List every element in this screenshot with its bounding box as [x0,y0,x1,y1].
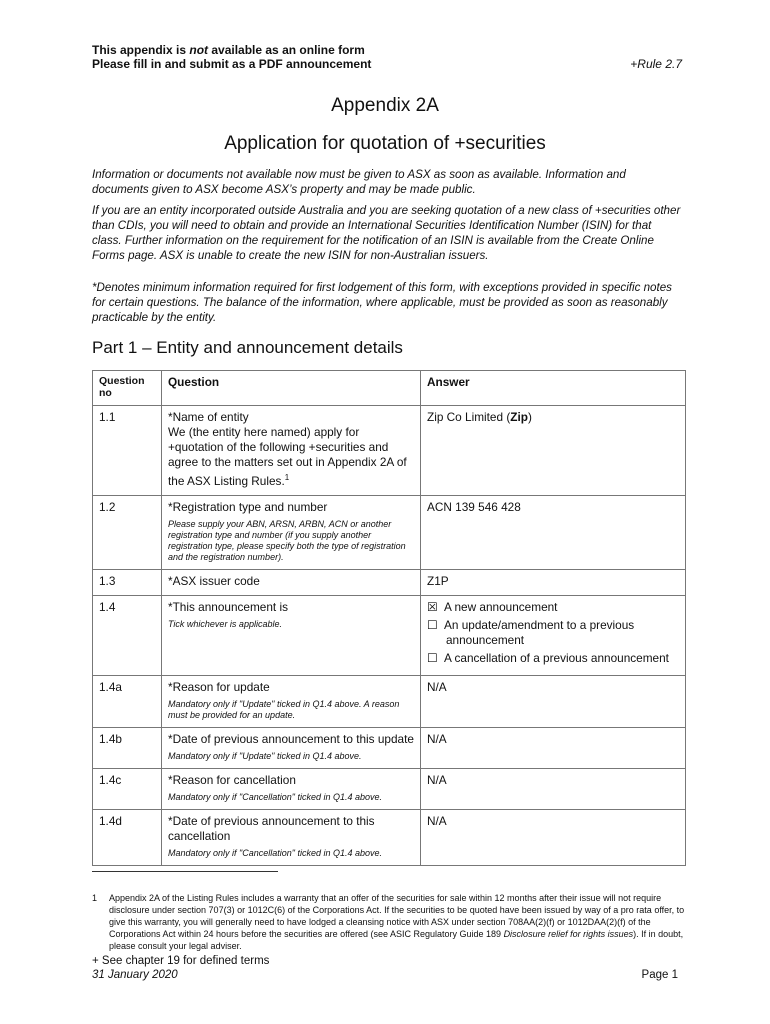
question-text: *Name of entity [168,410,249,424]
question-no: 1.4d [93,809,162,865]
footnote-text: Appendix 2A of the Listing Rules includes a warranty that an offer of the securities for sale within 12 months after their issue will not require disclosure under section 707(3) or 1012C(6) of the Corporations Act. If the securities to be quoted have been issued by way of a pro rata offer, to give this warranty, you will generally need to have lodged a cleansing notice with ASX under section 708AA(2)(f) or 1012DAA(2)(f) of the Corporations Act within 24 hours before the securities are offered (see ASIC Regulatory Guide 189 Disclosure relief for rights issues). If in doubt, please consult your legal adviser. [109,893,685,951]
table-row-1-1 [93,406,686,496]
document-subtitle: Application for quotation of +securities [224,133,546,154]
question-cell [162,675,421,727]
table-row-1-4d [93,809,686,865]
checkbox-icon[interactable]: ☐ [427,650,438,665]
question-text: *Date of previous announcement to this update [168,731,414,746]
answer-reason-update: N/A [421,675,686,727]
question-note: Mandatory only if "Update" ticked in Q1.4 above. A reason must be provided for an update. [168,698,400,720]
header-question: Question [162,371,421,406]
footnote [92,892,686,952]
header-line-1: This appendix is not available as an online form [92,43,365,57]
question-no: 1.4b [93,727,162,768]
table-row-1-2 [93,495,686,569]
question-cell [162,727,421,768]
document-title: Appendix 2A [331,95,439,116]
question-text: *This announcement is [168,599,289,614]
table-row-1-4b [93,727,686,768]
footnote-number: 1 [92,893,98,903]
question-no: 1.2 [93,495,162,569]
table-row-1-4 [93,595,686,675]
footnote-ref: 1 [284,473,290,482]
header-line-2: Please fill in and submit as a PDF announcement [92,57,372,71]
question-text: *Reason for update [168,679,270,694]
page-header [92,43,682,71]
question-note: Tick whichever is applicable. [168,618,282,629]
table-row-1-4c [93,768,686,809]
footnote-divider [92,871,278,872]
document-date: 31 January 2020 [92,969,178,981]
question-cell [162,809,421,865]
option-update-amendment[interactable]: ☐ An update/amendment to a previous announcement [427,617,635,647]
question-note: Mandatory only if "Update" ticked in Q1.4 above. [168,750,362,761]
answer-date-update: N/A [421,727,686,768]
header-answer: Answer [421,371,686,406]
question-no: 1.4a [93,675,162,727]
question-no: 1.4c [93,768,162,809]
table-header-row [93,371,686,406]
intro-paragraph-1: Information or documents not available now must be given to ASX as soon as available. Information and documents given to ASX become ASX’s property and may be made public. [92,168,626,196]
table-row-1-3 [93,569,686,595]
intro-paragraph-3: *Denotes minimum information required for first lodgement of this form, with exceptions provided in specific notes for certain questions. The balance of the information, where applicable, must be provided as soon as reasonably practicable by the entity. [92,281,672,324]
question-text: *Registration type and number [168,499,328,514]
answer-reason-cancellation: N/A [421,768,686,809]
table-row-1-4a [93,675,686,727]
answer-registration: ACN 139 546 428 [421,495,686,569]
page-number: Page 1 [641,969,678,981]
option-new-announcement[interactable]: ☒ A new announcement [427,599,558,614]
rule-reference: +Rule 2.7 [630,57,682,71]
part-1-heading: Part 1 – Entity and announcement details [92,338,403,357]
question-detail: We (the entity here named) apply for +quotation of the following +securities and agree to the matters set out in Appendix 2A of the ASX Listing Rules. [168,425,407,488]
question-text: *Reason for cancellation [168,772,296,787]
question-cell [162,495,421,569]
question-text: *ASX issuer code [162,569,421,595]
question-no: 1.4 [93,595,162,675]
question-note: Please supply your ABN, ARSN, ARBN, ACN or another registration type and number (if you supply another registration type, please specify both the type of registration and the registration number). [168,518,406,562]
question-note: Mandatory only if "Cancellation" ticked in Q1.4 above. [168,791,383,802]
question-cell [162,595,421,675]
intro-paragraph-2: If you are an entity incorporated outside Australia and you are seeking quotation of a new class of +securities other than CDIs, you will need to obtain and provide an International Securities Identification Number (ISIN) for that class. Further information on the requirement for the notification of an ISIN is available from the Create Online Forms page. ASX is unable to create the new ISIN for non-Australian issuers. [92,204,681,262]
question-no: 1.3 [93,569,162,595]
entity-details-table [92,370,686,866]
question-no: 1.1 [93,406,162,496]
checkbox-icon[interactable]: ☐ [427,617,438,632]
question-text: *Date of previous announcement to this cancellation [168,813,375,843]
answer-date-cancellation: N/A [421,809,686,865]
header-question-no: Question no [93,371,162,406]
defined-terms-note: + See chapter 19 for defined terms [92,955,270,967]
question-cell [162,406,421,496]
question-cell [162,768,421,809]
announcement-type-options [421,595,686,675]
option-cancellation[interactable]: ☐ A cancellation of a previous announcement [427,650,669,665]
checked-checkbox-icon[interactable]: ☒ [427,599,438,614]
answer-entity-name: Zip Co Limited (Zip) [421,406,686,496]
answer-issuer-code: Z1P [421,569,686,595]
question-note: Mandatory only if "Cancellation" ticked in Q1.4 above. [168,847,383,858]
